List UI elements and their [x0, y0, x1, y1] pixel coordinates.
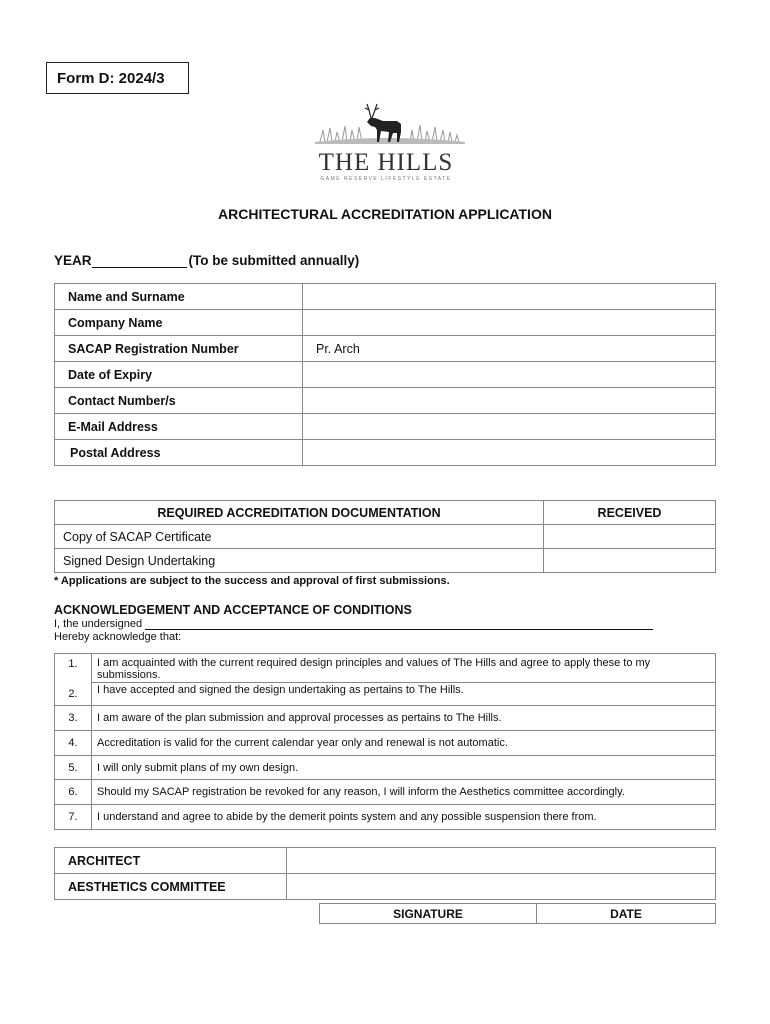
year-line: [54, 253, 359, 268]
table-row: [55, 874, 716, 900]
condition-text: I will only submit plans of my own design.: [92, 756, 716, 780]
table-row: [55, 310, 716, 336]
document-name: Signed Design Undertaking: [55, 549, 544, 573]
condition-row: [55, 731, 716, 756]
year-note: (To be submitted annually): [188, 253, 360, 268]
row-label: Date of Expiry: [55, 362, 303, 388]
form-number: Form D: 2024/3: [57, 69, 165, 87]
signature-date-header: [319, 903, 716, 924]
condition-text: I am aware of the plan submission and approval processes as pertains to The Hills.: [92, 706, 716, 731]
condition-row: [55, 756, 716, 780]
row-label: E-Mail Address: [55, 414, 303, 440]
table-row: [55, 848, 716, 874]
condition-number: 3.: [55, 706, 92, 731]
condition-number: 7.: [55, 805, 92, 830]
architect-label: ARCHITECT: [55, 848, 287, 874]
condition-row: [55, 805, 716, 830]
undersigned-line: [54, 618, 653, 630]
page-title: ARCHITECTURAL ACCREDITATION APPLICATION: [218, 206, 552, 222]
table-row: [55, 336, 716, 362]
condition-text: I understand and agree to abide by the demerit points system and any possible suspension there from.: [92, 805, 716, 830]
contact-field[interactable]: [303, 388, 716, 414]
condition-row: [55, 654, 716, 683]
acknowledgement-heading: ACKNOWLEDGEMENT AND ACCEPTANCE OF CONDITIONS: [54, 603, 412, 617]
condition-text: I have accepted and signed the design undertaking as pertains to The Hills.: [92, 683, 716, 706]
sacap-field[interactable]: Pr. Arch: [303, 336, 716, 362]
condition-row: [55, 780, 716, 805]
conditions-table: [54, 653, 716, 830]
email-field[interactable]: [303, 414, 716, 440]
row-label: Name and Surname: [55, 284, 303, 310]
approval-note: * Applications are subject to the success and approval of first submissions.: [54, 575, 450, 587]
table-row: [55, 362, 716, 388]
table-row: [55, 284, 716, 310]
hereby-text: Hereby acknowledge that:: [54, 631, 182, 643]
row-label: SACAP Registration Number: [55, 336, 303, 362]
signature-header: SIGNATURE: [320, 904, 537, 924]
table-row: [55, 414, 716, 440]
architect-signature-cell[interactable]: [287, 848, 716, 874]
logo-tagline: GAME RESERVE LIFESTYLE ESTATE: [320, 176, 452, 182]
row-label: Contact Number/s: [55, 388, 303, 414]
table-row: [320, 904, 716, 924]
table-header-row: [55, 501, 716, 525]
undersigned-label: I, the undersigned: [54, 618, 143, 630]
documentation-table: [54, 500, 716, 573]
condition-number: 4.: [55, 731, 92, 756]
condition-number: 5.: [55, 756, 92, 780]
date-header: DATE: [537, 904, 716, 924]
undersigned-input-line[interactable]: [145, 619, 653, 630]
row-label: Postal Address: [55, 440, 303, 466]
condition-text: I am acquainted with the current required design principles and values of The Hills and agree to apply these to my submissions.: [92, 654, 716, 683]
table-row: [55, 549, 716, 573]
table-row: [55, 525, 716, 549]
expiry-field[interactable]: [303, 362, 716, 388]
year-label: YEAR: [54, 253, 92, 268]
condition-row: [55, 706, 716, 731]
committee-label: AESTHETICS COMMITTEE: [55, 874, 287, 900]
name-field[interactable]: [303, 284, 716, 310]
received-cell[interactable]: [544, 549, 716, 573]
signoff-table: [54, 847, 716, 900]
logo-wordmark: THE HILLS: [318, 149, 454, 176]
form-number-box: [46, 62, 189, 94]
year-input-line[interactable]: [92, 255, 187, 268]
condition-row: [55, 683, 716, 706]
postal-field[interactable]: [303, 440, 716, 466]
table-row: [55, 388, 716, 414]
company-field[interactable]: [303, 310, 716, 336]
column-header: RECEIVED: [544, 501, 716, 525]
applicant-details-table: [54, 283, 716, 466]
condition-number: 1.: [55, 654, 92, 683]
document-name: Copy of SACAP Certificate: [55, 525, 544, 549]
row-label: Company Name: [55, 310, 303, 336]
condition-number: 6.: [55, 780, 92, 805]
column-header: REQUIRED ACCREDITATION DOCUMENTATION: [55, 501, 544, 525]
condition-text: Should my SACAP registration be revoked for any reason, I will inform the Aesthetics committee accordingly.: [92, 780, 716, 805]
table-row: [55, 440, 716, 466]
condition-number: 2.: [55, 683, 92, 706]
received-cell[interactable]: [544, 525, 716, 549]
committee-signature-cell[interactable]: [287, 874, 716, 900]
condition-text: Accreditation is valid for the current calendar year only and renewal is not automatic.: [92, 731, 716, 756]
